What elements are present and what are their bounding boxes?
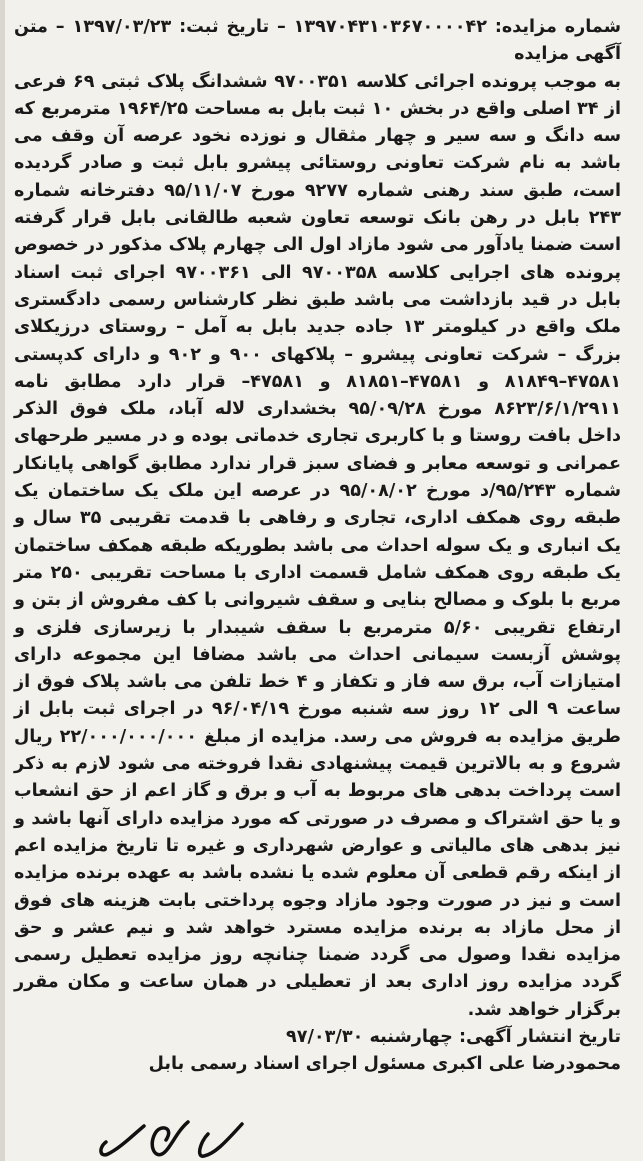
handwritten-signature <box>96 1114 246 1161</box>
auction-header: شماره مزایده: ۱۳۹۷۰۴۳۱۰۳۶۷۰۰۰۰۴۲ – تاریخ ثبت: ۱۳۹۷/۰۳/۲۳ – متن آگهی مزایده <box>14 17 621 65</box>
publish-date: تاریخ انتشار آگهی: چهارشنبه ۹۷/۰۳/۳۰ <box>286 1026 621 1047</box>
auction-body: به موجب پرونده اجرائی کلاسه ۹۷۰۰۳۵۱ ششدانگ پلاک ثبتی ۶۹ فرعی از ۳۴ اصلی واقع در بخش ۱۰ ثبت بابل به مساحت ۱۹۶۴/۲۵ مترمربع که سه دانگ و سه سیر و چهار مثقال و نوزده نخود عرصه آن وقف می باشد به نام شرکت تعاونی روستائی پیشرو بابل ثبت و صادر گردیده است، طبق سند رهنی شماره ۹۲۷۷ مورخ ۹۵/۱۱/۰۷ دفترخانه شماره ۲۴۳ بابل در رهن بانک توسعه تعاون شعبه طالقانی بابل قرار گرفته است ضمنا یادآور می شود مازاد اول الی چهارم پلاک مذکور در خصوص پرونده های اجرایی کلاسه ۹۷۰۰۳۵۸ الی ۹۷۰۰۳۶۱ اجرای ثبت اسناد بابل در قید بازداشت می باشد طبق نظر کارشناس رسمی دادگستری ملک واقع در کیلومتر ۱۳ جاده جدید بابل به آمل – روستای درزیکلای بزرگ – شرکت تعاونی پیشرو – پلاکهای ۹۰۰ و ۹۰۲ و دارای کدپستی ۴۷۵۸۱–۸۱۸۴۹ و ۴۷۵۸۱–۸۱۸۵۱ و ۴۷۵۸۱– قرار دارد مطابق نامه ۸۶۲۳/۶/۱/۲۹۱۱ مورخ ۹۵/۰۹/۲۸ بخشداری لاله آباد، ملک فوق الذکر داخل بافت روستا و با کاربری تجاری خدماتی بوده و در مسیر طرحهای عمرانی و توسعه معابر و فضای سبز قرار ندارد مطابق گواهی پایانکار شماره ۹۵/۲۴۳/د مورخ ۹۵/۰۸/۰۲ در عرصه این ملک یک ساختمان یک طبقه روی همکف اداری، تجاری و رفاهی با قدمت تقریبی ۳۵ سال و یک انباری و یک سوله احداث می باشد بطوریکه طبقه همکف ساختمان یک طبقه روی همکف شامل قسمت اداری با مساحت تقریبی ۲۵۰ متر مربع با بلوک و مصالح بنایی و سقف شیروانی با کف مفروش از بتن و ارتفاع تقریبی ۵/۶۰ مترمربع با سقف شیبدار با زیرسازی فلزی و پوشش آزبست سیمانی احداث می باشد مضافا این مجموعه دارای امتیازات آب، برق سه فاز و تکفاز و ۴ خط تلفن می باشد پلاک فوق از ساعت ۹ الی ۱۲ روز سه شنبه مورخ ۹۶/۰۴/۱۹ در اجرای ثبت بابل از طریق مزایده به فروش می رسد. مزایده از مبلغ ۲۲/۰۰۰/۰۰۰/۰۰۰ ریال شروع و به بالاترین قیمت پیشنهادی نقدا فروخته می شود لازم به ذکر است پرداخت بدهی های مربوط به آب و برق و گاز اعم از حق انشعاب و یا حق اشتراک و مصرف در صورتی که مورد مزایده دارای آنها باشد و نیز بدهی های مالیاتی و عوارض شهرداری و غیره تا تاریخ مزایده اعم از اینکه رقم قطعی آن معلوم شده یا نشده باشد به عهده برنده مزایده است و نیز در صورت وجود مازاد وجوه پرداختی بابت هزینه های فوق از محل مازاد به برنده مزایده مسترد خواهد شد و نیم عشر و حق مزایده نقدا وصول می گردد ضمنا چنانچه روز مزایده تعطیل رسمی گردد مزایده روز اداری بعد از تعطیلی در همان ساعت و مکان مقرر برگزار خواهد شد. <box>13 71 622 1020</box>
signatory-line: محمودرضا علی اکبری مسئول اجرای اسناد رسمی بابل <box>148 1054 621 1075</box>
